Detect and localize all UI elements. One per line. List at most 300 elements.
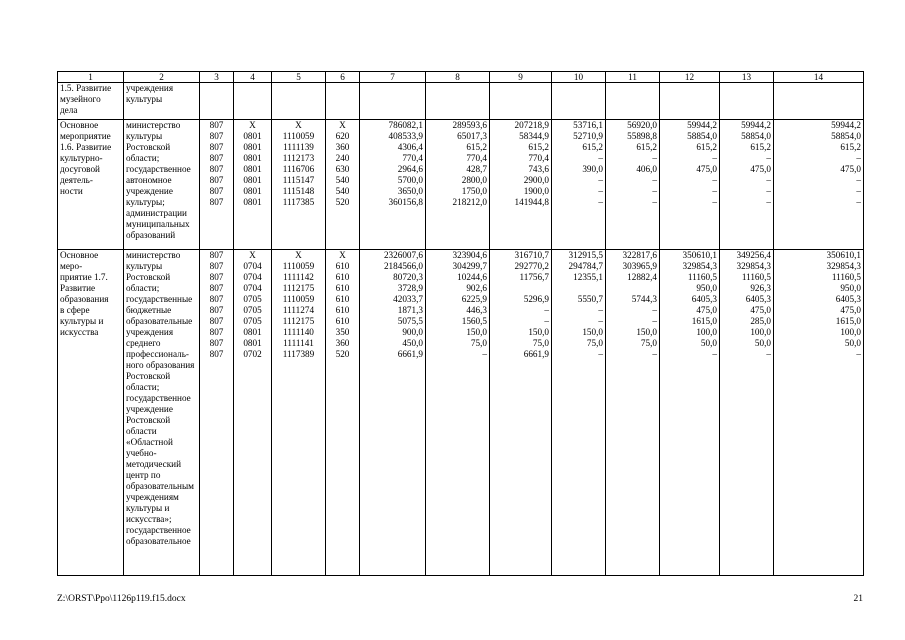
cell-line: Развитие bbox=[60, 283, 96, 293]
cell-line: – bbox=[712, 175, 717, 185]
cell-line: культуры; bbox=[126, 197, 165, 207]
cell-line: – bbox=[856, 197, 861, 207]
cell-line: бюджетные bbox=[126, 305, 172, 315]
cell-line: 807 bbox=[209, 120, 224, 130]
cell-line: 520 bbox=[335, 197, 350, 207]
cell-line: – bbox=[652, 349, 657, 359]
cell-line: 1115147 bbox=[282, 175, 315, 185]
cell-line: – bbox=[712, 186, 717, 196]
cell-line: 1112173 bbox=[282, 153, 315, 163]
header-row bbox=[58, 72, 864, 83]
cell-line: 0705 bbox=[243, 305, 262, 315]
cell-line: культуры bbox=[126, 94, 163, 104]
cell-line: 329854,3 bbox=[736, 261, 771, 271]
cell-line: 1112175 bbox=[282, 283, 315, 293]
cell-line: среднего bbox=[126, 338, 161, 348]
cell-line: Основное bbox=[60, 250, 99, 260]
cell-line: государственное bbox=[126, 393, 191, 403]
measure-name-cell bbox=[58, 250, 124, 576]
grbs-code-cell bbox=[200, 250, 234, 576]
cell-line: 285,0 bbox=[750, 316, 771, 326]
cell-line: – bbox=[598, 153, 603, 163]
cell-line: 950,0 bbox=[840, 283, 861, 293]
cell-line: 65017,3 bbox=[457, 131, 487, 141]
year-2019-cell bbox=[720, 120, 774, 250]
cell-line: 520 bbox=[335, 349, 350, 359]
year-2020-cell bbox=[774, 83, 864, 120]
cell-line: 615,2 bbox=[582, 142, 603, 152]
rzpr-code-cell bbox=[234, 83, 272, 120]
cell-line: 349256,4 bbox=[736, 250, 771, 260]
table-row bbox=[58, 120, 864, 250]
cell-line: 11756,7 bbox=[519, 272, 549, 282]
cell-line: – bbox=[766, 186, 771, 196]
cell-line: 610 bbox=[335, 305, 350, 315]
cell-line: 540 bbox=[335, 186, 350, 196]
cell-line: 150,0 bbox=[582, 327, 603, 337]
executor-cell bbox=[124, 83, 200, 120]
cell-line: профессиональ- bbox=[126, 349, 189, 359]
cell-line: – bbox=[544, 305, 549, 315]
cell-line: искусства bbox=[60, 327, 99, 337]
cell-line: муниципальных bbox=[126, 219, 190, 229]
cell-line: 5744,3 bbox=[631, 294, 657, 304]
cell-line: 770,4 bbox=[466, 153, 487, 163]
cell-line: 3650,0 bbox=[397, 186, 423, 196]
cell-line: 615,2 bbox=[528, 142, 549, 152]
cell-line: 1110059 bbox=[282, 131, 315, 141]
year-2015-cell bbox=[490, 250, 552, 576]
cell-line: 475,0 bbox=[750, 164, 771, 174]
cell-line: 360 bbox=[335, 338, 350, 348]
cell-line: области bbox=[126, 426, 157, 436]
csr-code-cell bbox=[272, 83, 326, 120]
cell-line: – bbox=[766, 197, 771, 207]
cell-line: 50,0 bbox=[700, 338, 717, 348]
cell-line: 807 bbox=[209, 316, 224, 326]
cell-line: – bbox=[652, 153, 657, 163]
cell-line: Основное bbox=[60, 120, 99, 130]
cell-line: 630 bbox=[335, 164, 350, 174]
csr-code-cell bbox=[272, 120, 326, 250]
cell-line: 52710,9 bbox=[573, 131, 603, 141]
year-2015-cell bbox=[490, 83, 552, 120]
cell-line: учреждения bbox=[126, 327, 174, 337]
cell-line: 42033,7 bbox=[393, 294, 423, 304]
cell-line: 807 bbox=[209, 294, 224, 304]
cell-line: 53716,1 bbox=[573, 120, 603, 130]
cell-line: учреждения bbox=[126, 83, 174, 93]
cell-line: Ростовской bbox=[126, 371, 171, 381]
cell-line: 615,2 bbox=[840, 142, 861, 152]
cell-line: 807 bbox=[209, 142, 224, 152]
col-header: 8 bbox=[426, 72, 490, 83]
cell-line: – bbox=[712, 153, 717, 163]
cell-line: 56920,0 bbox=[627, 120, 657, 130]
col-header: 6 bbox=[326, 72, 360, 83]
grbs-code-cell bbox=[200, 83, 234, 120]
cell-line: 5075,5 bbox=[397, 316, 423, 326]
cell-line: области; bbox=[126, 382, 160, 392]
year-2016-cell bbox=[552, 120, 606, 250]
cell-line: 240 bbox=[335, 153, 350, 163]
cell-line: 2964,6 bbox=[397, 164, 423, 174]
cell-line: 0801 bbox=[243, 197, 262, 207]
year-2017-cell bbox=[606, 120, 660, 250]
cell-line: 75,0 bbox=[640, 338, 657, 348]
cell-line: 446,3 bbox=[466, 305, 487, 315]
cell-line: государственное bbox=[126, 164, 191, 174]
cell-line: досуговой bbox=[60, 164, 100, 174]
cell-line: 807 bbox=[209, 283, 224, 293]
cell-line: 475,0 bbox=[696, 164, 717, 174]
measure-name-cell bbox=[58, 120, 124, 250]
cell-line: 807 bbox=[209, 261, 224, 271]
cell-line: 390,0 bbox=[582, 164, 603, 174]
cell-line: 100,0 bbox=[750, 327, 771, 337]
cell-line: образовательные bbox=[126, 316, 193, 326]
cell-line: 807 bbox=[209, 305, 224, 315]
cell-line: 289593,6 bbox=[452, 120, 487, 130]
cell-line: 475,0 bbox=[840, 164, 861, 174]
cell-line: 475,0 bbox=[696, 305, 717, 315]
cell-line: 322817,6 bbox=[622, 250, 657, 260]
cell-line: 150,0 bbox=[466, 327, 487, 337]
year-2016-cell bbox=[552, 250, 606, 576]
cell-line: культуры bbox=[126, 261, 163, 271]
cell-line: 807 bbox=[209, 164, 224, 174]
total-value-cell bbox=[360, 120, 426, 250]
cell-line: 770,4 bbox=[402, 153, 423, 163]
cell-line: 292770,2 bbox=[514, 261, 549, 271]
cell-line: – bbox=[712, 197, 717, 207]
cell-line: учреждениям bbox=[126, 492, 179, 502]
cell-line: Х bbox=[249, 120, 256, 130]
year-2019-cell bbox=[720, 250, 774, 576]
cell-line: 304299,7 bbox=[452, 261, 487, 271]
cell-line: – bbox=[766, 175, 771, 185]
cell-line: 807 bbox=[209, 338, 224, 348]
cell-line: 6405,3 bbox=[835, 294, 861, 304]
cell-line: центр по bbox=[126, 470, 161, 480]
cell-line: 150,0 bbox=[528, 327, 549, 337]
cell-line: 900,0 bbox=[402, 327, 423, 337]
cell-line: 207218,9 bbox=[514, 120, 549, 130]
cell-line: области; bbox=[126, 283, 160, 293]
cell-line: министерство bbox=[126, 250, 181, 260]
cell-line: 6405,3 bbox=[691, 294, 717, 304]
cell-line: 11160,5 bbox=[831, 272, 861, 282]
cell-line: 450,0 bbox=[402, 338, 423, 348]
cell-line: 1110059 bbox=[282, 294, 315, 304]
year-2019-cell bbox=[720, 83, 774, 120]
col-header: 7 bbox=[360, 72, 426, 83]
cell-line: 5550,7 bbox=[577, 294, 603, 304]
cell-line: 100,0 bbox=[840, 327, 861, 337]
cell-line: Х bbox=[295, 250, 302, 260]
cell-line: 615,2 bbox=[466, 142, 487, 152]
cell-line: министерство bbox=[126, 120, 181, 130]
cell-line: 12355,1 bbox=[573, 272, 603, 282]
cell-line: 926,3 bbox=[750, 283, 771, 293]
cell-line: приятие 1.7. bbox=[60, 272, 108, 282]
cell-line: администрации bbox=[126, 208, 187, 218]
table-row bbox=[58, 250, 864, 576]
rzpr-code-cell bbox=[234, 250, 272, 576]
cell-line: 770,4 bbox=[528, 153, 549, 163]
cell-line: государственные bbox=[126, 294, 193, 304]
cell-line: 10244,6 bbox=[457, 272, 487, 282]
year-2017-cell bbox=[606, 83, 660, 120]
executor-cell bbox=[124, 120, 200, 250]
cell-line: 75,0 bbox=[532, 338, 549, 348]
cell-line: – bbox=[652, 175, 657, 185]
cell-line: – bbox=[544, 316, 549, 326]
cell-line: 2326007,6 bbox=[383, 250, 423, 260]
grbs-code-cell bbox=[200, 120, 234, 250]
cell-line: методический bbox=[126, 459, 182, 469]
cell-line: в сфере bbox=[60, 305, 90, 315]
col-header: 5 bbox=[272, 72, 326, 83]
file-path: Z:\ORST\Ppo\1126p119.f15.docx bbox=[57, 594, 186, 604]
cell-line: 807 bbox=[209, 186, 224, 196]
cell-line: 0801 bbox=[243, 327, 262, 337]
cell-line: 610 bbox=[335, 272, 350, 282]
cell-line: 807 bbox=[209, 153, 224, 163]
cell-line: Х bbox=[339, 250, 346, 260]
cell-line: Х bbox=[249, 250, 256, 260]
cell-line: – bbox=[652, 197, 657, 207]
cell-line: 350610,1 bbox=[826, 250, 861, 260]
cell-line: 475,0 bbox=[840, 305, 861, 315]
cell-line: 360 bbox=[335, 142, 350, 152]
cell-line: 1110059 bbox=[282, 261, 315, 271]
cell-line: 0704 bbox=[243, 261, 262, 271]
cell-line: – bbox=[598, 316, 603, 326]
year-2017-cell bbox=[606, 250, 660, 576]
cell-line: – bbox=[598, 349, 603, 359]
cell-line: 0704 bbox=[243, 283, 262, 293]
cell-line: государственное bbox=[126, 525, 191, 535]
col-header: 13 bbox=[720, 72, 774, 83]
cell-line: 329854,3 bbox=[826, 261, 861, 271]
cell-line: 350610,1 bbox=[682, 250, 717, 260]
cell-line: 950,0 bbox=[696, 283, 717, 293]
measure-name-cell bbox=[58, 83, 124, 120]
cell-line: – bbox=[598, 305, 603, 315]
cell-line: 1111274 bbox=[282, 305, 315, 315]
cell-line: 1111142 bbox=[283, 272, 314, 282]
cell-line: 743,6 bbox=[528, 164, 549, 174]
cell-line: Ростовской bbox=[126, 272, 171, 282]
year-2014-cell bbox=[426, 120, 490, 250]
cell-line: 0801 bbox=[243, 164, 262, 174]
table-row bbox=[58, 83, 864, 120]
cell-line: – bbox=[598, 175, 603, 185]
cell-line: 0801 bbox=[243, 338, 262, 348]
cell-line: 12882,4 bbox=[627, 272, 657, 282]
cell-line: культуры и bbox=[126, 503, 170, 513]
cell-line: 294784,7 bbox=[568, 261, 603, 271]
year-2016-cell bbox=[552, 83, 606, 120]
cell-line: 2900,0 bbox=[523, 175, 549, 185]
csr-code-cell bbox=[272, 250, 326, 576]
cell-line: 312915,5 bbox=[568, 250, 603, 260]
cell-line: образования bbox=[60, 294, 109, 304]
vr-code-cell bbox=[326, 250, 360, 576]
cell-line: мероприятие bbox=[60, 131, 111, 141]
cell-line: образований bbox=[126, 230, 176, 240]
cell-line: 2800,0 bbox=[461, 175, 487, 185]
cell-line: 0801 bbox=[243, 186, 262, 196]
budget-table bbox=[57, 71, 864, 576]
cell-line: учреждение bbox=[126, 186, 173, 196]
cell-line: 428,7 bbox=[466, 164, 487, 174]
cell-line: «Областной bbox=[126, 437, 173, 447]
col-header: 12 bbox=[660, 72, 720, 83]
cell-line: 540 bbox=[335, 175, 350, 185]
cell-line: 807 bbox=[209, 197, 224, 207]
cell-line: 0705 bbox=[243, 316, 262, 326]
cell-line: культуры и bbox=[60, 316, 104, 326]
cell-line: 6661,9 bbox=[397, 349, 423, 359]
cell-line: 75,0 bbox=[586, 338, 603, 348]
col-header: 1 bbox=[58, 72, 124, 83]
cell-line: 141944,8 bbox=[514, 197, 549, 207]
cell-line: 1615,0 bbox=[691, 316, 717, 326]
year-2014-cell bbox=[426, 250, 490, 576]
page-number: 21 bbox=[853, 594, 863, 604]
cell-line: 59944,2 bbox=[687, 120, 717, 130]
year-2020-cell bbox=[774, 250, 864, 576]
cell-line: 807 bbox=[209, 175, 224, 185]
cell-line: 1111141 bbox=[283, 338, 314, 348]
cell-line: музейного bbox=[60, 94, 101, 104]
cell-line: области; bbox=[126, 153, 160, 163]
cell-line: – bbox=[856, 186, 861, 196]
cell-line: 0801 bbox=[243, 153, 262, 163]
cell-line: 1111140 bbox=[283, 327, 314, 337]
cell-line: 1.6. Развитие bbox=[60, 142, 112, 152]
col-header: 10 bbox=[552, 72, 606, 83]
year-2018-cell bbox=[660, 83, 720, 120]
cell-line: 75,0 bbox=[470, 338, 487, 348]
cell-line: 1615,0 bbox=[835, 316, 861, 326]
cell-line: – bbox=[652, 305, 657, 315]
cell-line: 615,2 bbox=[696, 142, 717, 152]
year-2020-cell bbox=[774, 120, 864, 250]
vr-code-cell bbox=[326, 83, 360, 120]
year-2015-cell bbox=[490, 120, 552, 250]
cell-line: 807 bbox=[209, 272, 224, 282]
cell-line: 323904,6 bbox=[452, 250, 487, 260]
cell-line: учебно- bbox=[126, 448, 157, 458]
cell-line: 610 bbox=[335, 261, 350, 271]
col-header: 3 bbox=[200, 72, 234, 83]
cell-line: 610 bbox=[335, 316, 350, 326]
col-header: 9 bbox=[490, 72, 552, 83]
cell-line: ного образования bbox=[126, 360, 195, 370]
cell-line: 55898,8 bbox=[627, 131, 657, 141]
vr-code-cell bbox=[326, 120, 360, 250]
cell-line: культурно- bbox=[60, 153, 103, 163]
cell-line: 0801 bbox=[243, 175, 262, 185]
cell-line: 50,0 bbox=[844, 338, 861, 348]
cell-line: – bbox=[766, 153, 771, 163]
cell-line: 1111139 bbox=[283, 142, 314, 152]
cell-line: – bbox=[652, 186, 657, 196]
cell-line: 3728,9 bbox=[397, 283, 423, 293]
cell-line: Х bbox=[339, 120, 346, 130]
cell-line: 615,2 bbox=[636, 142, 657, 152]
cell-line: 610 bbox=[335, 294, 350, 304]
cell-line: 6661,9 bbox=[523, 349, 549, 359]
cell-line: деятель- bbox=[60, 175, 93, 185]
cell-line: 1117385 bbox=[282, 197, 315, 207]
cell-line: 902,6 bbox=[466, 283, 487, 293]
col-header: 2 bbox=[124, 72, 200, 83]
year-2014-cell bbox=[426, 83, 490, 120]
cell-line: 615,2 bbox=[750, 142, 771, 152]
cell-line: Х bbox=[295, 120, 302, 130]
cell-line: 0801 bbox=[243, 142, 262, 152]
cell-line bbox=[554, 283, 603, 294]
cell-line: 1750,0 bbox=[461, 186, 487, 196]
cell-line: 58854,0 bbox=[741, 131, 771, 141]
cell-line: 786082,1 bbox=[388, 120, 423, 130]
cell-line: образовательным bbox=[126, 481, 194, 491]
cell-line: искусства»; bbox=[126, 514, 172, 524]
year-2018-cell bbox=[660, 250, 720, 576]
cell-line: 807 bbox=[209, 131, 224, 141]
cell-line: 80720,3 bbox=[393, 272, 423, 282]
cell-line: – bbox=[482, 349, 487, 359]
cell-line: меро- bbox=[60, 261, 83, 271]
cell-line: 218212,0 bbox=[452, 197, 487, 207]
cell-line: – bbox=[598, 197, 603, 207]
cell-line: 406,0 bbox=[636, 164, 657, 174]
col-header: 14 bbox=[774, 72, 864, 83]
cell-line: – bbox=[856, 153, 861, 163]
cell-line: 807 bbox=[209, 349, 224, 359]
cell-line: 1560,5 bbox=[461, 316, 487, 326]
cell-line: Ростовской bbox=[126, 142, 171, 152]
cell-line: 620 bbox=[335, 131, 350, 141]
cell-line: 1.5. Развитие bbox=[60, 83, 112, 93]
cell-line: 1871,3 bbox=[397, 305, 423, 315]
cell-line: 316710,7 bbox=[514, 250, 549, 260]
cell-line: 0702 bbox=[243, 349, 262, 359]
cell-line: – bbox=[712, 349, 717, 359]
cell-line: 59944,2 bbox=[741, 120, 771, 130]
cell-line: 360156,8 bbox=[388, 197, 423, 207]
cell-line: – bbox=[652, 316, 657, 326]
year-2018-cell bbox=[660, 120, 720, 250]
cell-line bbox=[608, 283, 657, 294]
cell-line bbox=[492, 283, 549, 294]
cell-line: 5700,0 bbox=[397, 175, 423, 185]
cell-line: ности bbox=[60, 186, 83, 196]
cell-line: автономное bbox=[126, 175, 172, 185]
cell-line: Ростовской bbox=[126, 415, 171, 425]
cell-line: 100,0 bbox=[696, 327, 717, 337]
cell-line: 1900,0 bbox=[523, 186, 549, 196]
cell-line: 408533,9 bbox=[388, 131, 423, 141]
cell-line: 150,0 bbox=[636, 327, 657, 337]
cell-line: 1115148 bbox=[282, 186, 315, 196]
cell-line: 5296,9 bbox=[523, 294, 549, 304]
col-header: 4 bbox=[234, 72, 272, 83]
